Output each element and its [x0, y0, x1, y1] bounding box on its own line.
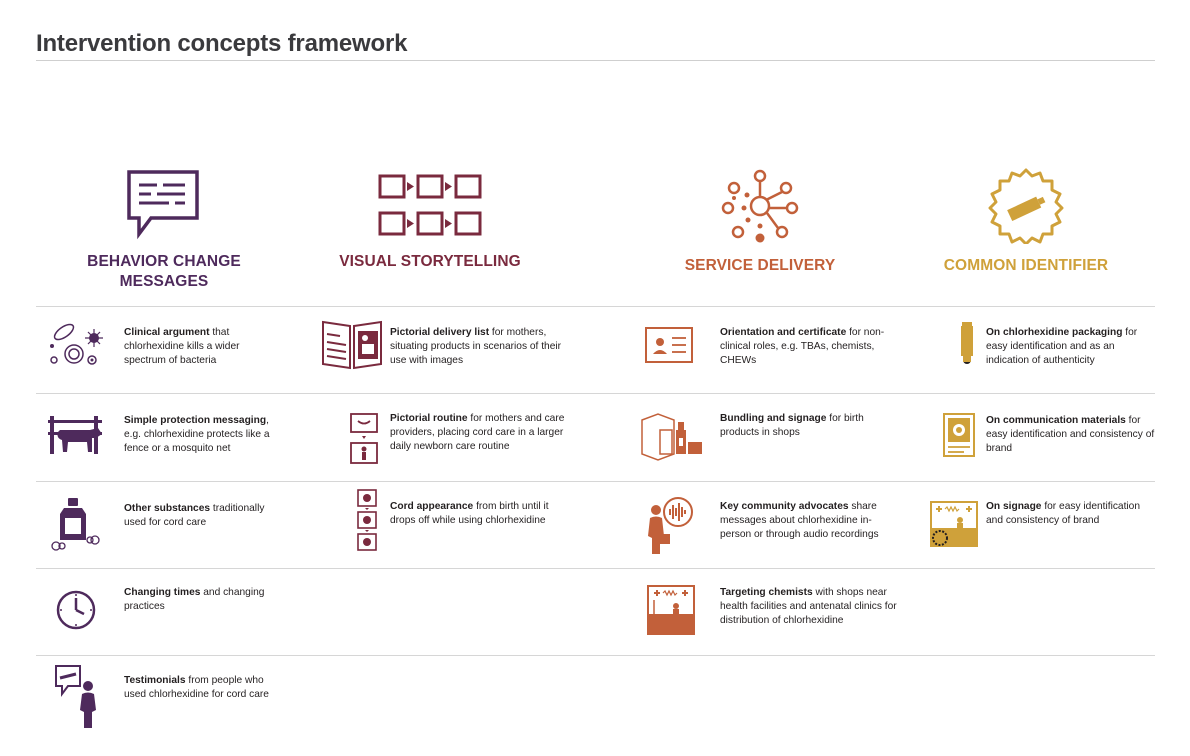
page-title: Intervention concepts framework: [36, 30, 408, 57]
booklet-icon: [320, 318, 384, 370]
network-icon: [720, 168, 800, 244]
row-divider: [36, 393, 1155, 394]
column-label-visual: VISUAL STORYTELLING: [339, 253, 521, 270]
testimonial-icon: [46, 664, 106, 730]
item-title: Cord appearance: [390, 501, 474, 512]
item-text: , e.g. chlorhexidine protects like a fence or a mosquito net: [124, 415, 270, 454]
tube-seal-icon: [986, 168, 1066, 244]
tube-icon: [946, 320, 986, 368]
row-divider: [36, 655, 1155, 656]
item-title: Orientation and certificate: [720, 327, 847, 338]
item-title: Bundling and signage: [720, 413, 827, 424]
chemist-shop-icon: [646, 584, 696, 636]
item-title: Changing times: [124, 587, 201, 598]
bottle-icon: [46, 496, 106, 552]
clock-icon: [46, 584, 106, 632]
bacteria-icon: [46, 320, 106, 370]
routine-panels-icon: [320, 410, 384, 466]
column-label-common: COMMON IDENTIFIER: [943, 257, 1109, 274]
column-header-common: [916, 168, 1136, 276]
fence-cow-icon: [46, 408, 106, 458]
row-divider: [36, 481, 1155, 482]
item-text: traditionally used for cord care: [124, 503, 265, 528]
column-header-behavior: [64, 168, 264, 292]
advocate-audio-icon: [642, 494, 702, 556]
chat-bubble-icon: [125, 168, 203, 240]
item-text: that chlorhexidine kills a wider spectrum of bacteria: [124, 327, 240, 366]
item-text: for non-clinical roles, e.g. TBAs, chemists, CHEWs: [720, 327, 885, 366]
shop-sign-icon: [928, 498, 980, 550]
item-title: Simple protection messaging: [124, 415, 267, 426]
item-text: share messages about chlorhexidine in-person or through audio recordings: [720, 501, 879, 540]
item-title: Testimonials: [124, 675, 186, 686]
item-title: On signage: [986, 501, 1042, 512]
item-title: On communication materials: [986, 415, 1126, 426]
item-text: for easy identification and as an indication of authenticity: [986, 327, 1138, 366]
item-text: for mothers and care providers, placing cord care in a larger daily newborn care routine: [390, 413, 565, 452]
cord-panels-icon: [320, 488, 384, 552]
column-label-service: SERVICE DELIVERY: [684, 257, 836, 274]
certificate-icon: [644, 324, 696, 364]
bundle-products-icon: [640, 410, 704, 462]
item-text: for easy identification and consistency of brand: [986, 415, 1155, 454]
item-title: Targeting chemists: [720, 587, 813, 598]
item-text: for birth products in shops: [720, 413, 864, 438]
column-header-service: [650, 168, 870, 276]
column-header-visual: [320, 168, 540, 272]
item-text: and changing practices: [124, 587, 265, 612]
row-divider: [36, 568, 1155, 569]
item-title: Clinical argument: [124, 327, 210, 338]
item-title: Other substances: [124, 503, 211, 514]
item-text: from birth until it drops off while using chlorhexidine: [390, 501, 549, 526]
column-label-behavior-2: MESSAGES: [119, 273, 209, 290]
storyboard-icon: [377, 168, 483, 240]
item-title: Pictorial routine: [390, 413, 468, 424]
title-divider: [36, 60, 1155, 61]
row-divider: [36, 306, 1155, 307]
column-label-behavior: BEHAVIOR CHANGE: [87, 253, 241, 270]
item-text: for easy identification and consistency of brand: [986, 501, 1141, 526]
item-text: from people who used chlorhexidine for cord care: [124, 675, 269, 700]
item-title: Key community advocates: [720, 501, 849, 512]
item-text: for mothers, situating products in scenarios of their use with images: [390, 327, 562, 366]
poster-icon: [940, 410, 980, 460]
item-text: with shops near health facilities and antenatal clinics for distribution of chlorhexidine: [720, 587, 897, 626]
item-title: Pictorial delivery list: [390, 327, 490, 338]
item-title: On chlorhexidine packaging: [986, 327, 1123, 338]
